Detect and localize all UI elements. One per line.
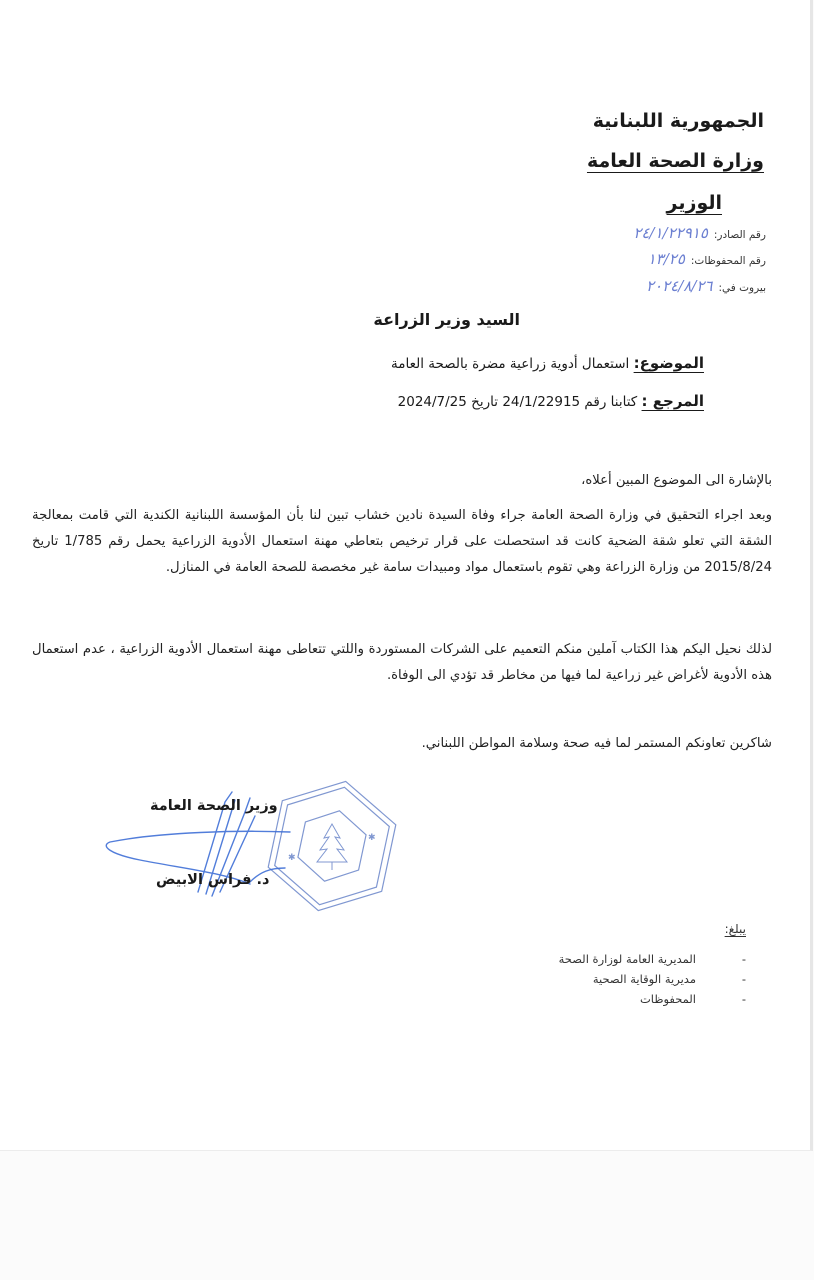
archive-number-row [648, 250, 766, 268]
signatory-name: د. فراس الابيض [156, 872, 270, 888]
list-bullet: - [741, 972, 746, 986]
handwritten-signature [100, 772, 300, 912]
distribution-item [496, 992, 746, 1012]
list-bullet: - [741, 952, 746, 966]
reference-text: كتابنا رقم 24/1/22915 تاريخ 2024/7/25 [397, 394, 638, 410]
distribution-item [496, 972, 746, 992]
stamp-inner-hexagon [294, 804, 370, 887]
reference-label: المرجع : [641, 392, 704, 410]
distribution-list [496, 952, 746, 1012]
distribution-item-text: المحفوظات [639, 992, 696, 1006]
distribution-item [496, 952, 746, 972]
list-bullet: - [741, 992, 746, 1006]
addressee: السيد وزير الزراعة [373, 310, 520, 329]
outgoing-number-value: ٢٤/١/٢٢٩١٥ [633, 224, 708, 242]
body-paragraph-1: وبعد اجراء التحقيق في وزارة الصحة العامة جراء وفاة السيدة نادين خشاب تبين لنا بأن المؤسسة اللبنانية الكندية التي قامت بمعالجة الشقة التي تعلو شقة الضحية كانت قد استحصلت على قرار ترخيص بتعاطي مهنة استعمال الأدوية الزراعية يحمل رقم 1/785 تاريخ 2015/8/24 من وزارة الزراعة وهي تقوم باستعمال مواد ومبيدات سامة غير مخصصة للصحة العامة في المنازل. [32, 508, 772, 575]
cedar-icon [317, 824, 347, 870]
place-date-label: بيروت في: [718, 282, 766, 294]
reference-row [398, 392, 704, 410]
country-heading: الجمهورية اللبنانية [592, 110, 764, 132]
office-heading: الوزير [666, 192, 722, 214]
archive-number-label: رقم المحفوظات: [690, 255, 766, 267]
distribution-item-text: المديرية العامة لوزارة الصحة [558, 952, 696, 966]
svg-text:✱: ✱ [288, 853, 296, 863]
body-paragraph-2: لذلك نحيل اليكم هذا الكتاب آملين منكم التعميم على الشركات المستوردة واللتي تتعاطى مهنة استعمال الأدوية الزراعية ، عدم استعمال هذه الأدوية لأغراض غير زراعية لما فيها من مخاطر قد تؤدي الى الوفاة. [32, 642, 772, 683]
place-date-row [646, 277, 766, 295]
closing-line: شاكرين تعاونكم المستمر لما فيه صحة وسلامة المواطن اللبناني. [421, 736, 772, 751]
archive-number-value: ١٣/٢٥ [647, 250, 685, 268]
ministry-heading: وزارة الصحة العامة [586, 150, 764, 172]
distribution-item-text: مديرية الوقاية الصحية [592, 972, 696, 986]
distribution-label: يبلغ: [724, 922, 746, 936]
signatory-title: وزير الصحة العامة [150, 798, 278, 814]
svg-text:✱: ✱ [368, 833, 376, 843]
outgoing-number-row [633, 224, 766, 242]
subject-text: استعمال أدوية زراعية مضرة بالصحة العامة [390, 356, 630, 372]
subject-label: الموضوع: [633, 354, 704, 372]
subject-row [391, 354, 704, 372]
intro-line: بالإشارة الى الموضوع المبين أعلاه، [581, 473, 772, 488]
outgoing-number-label: رقم الصادر: [713, 229, 766, 241]
place-date-value: ٢٠٢٤/٨/٢٦ [645, 277, 713, 295]
